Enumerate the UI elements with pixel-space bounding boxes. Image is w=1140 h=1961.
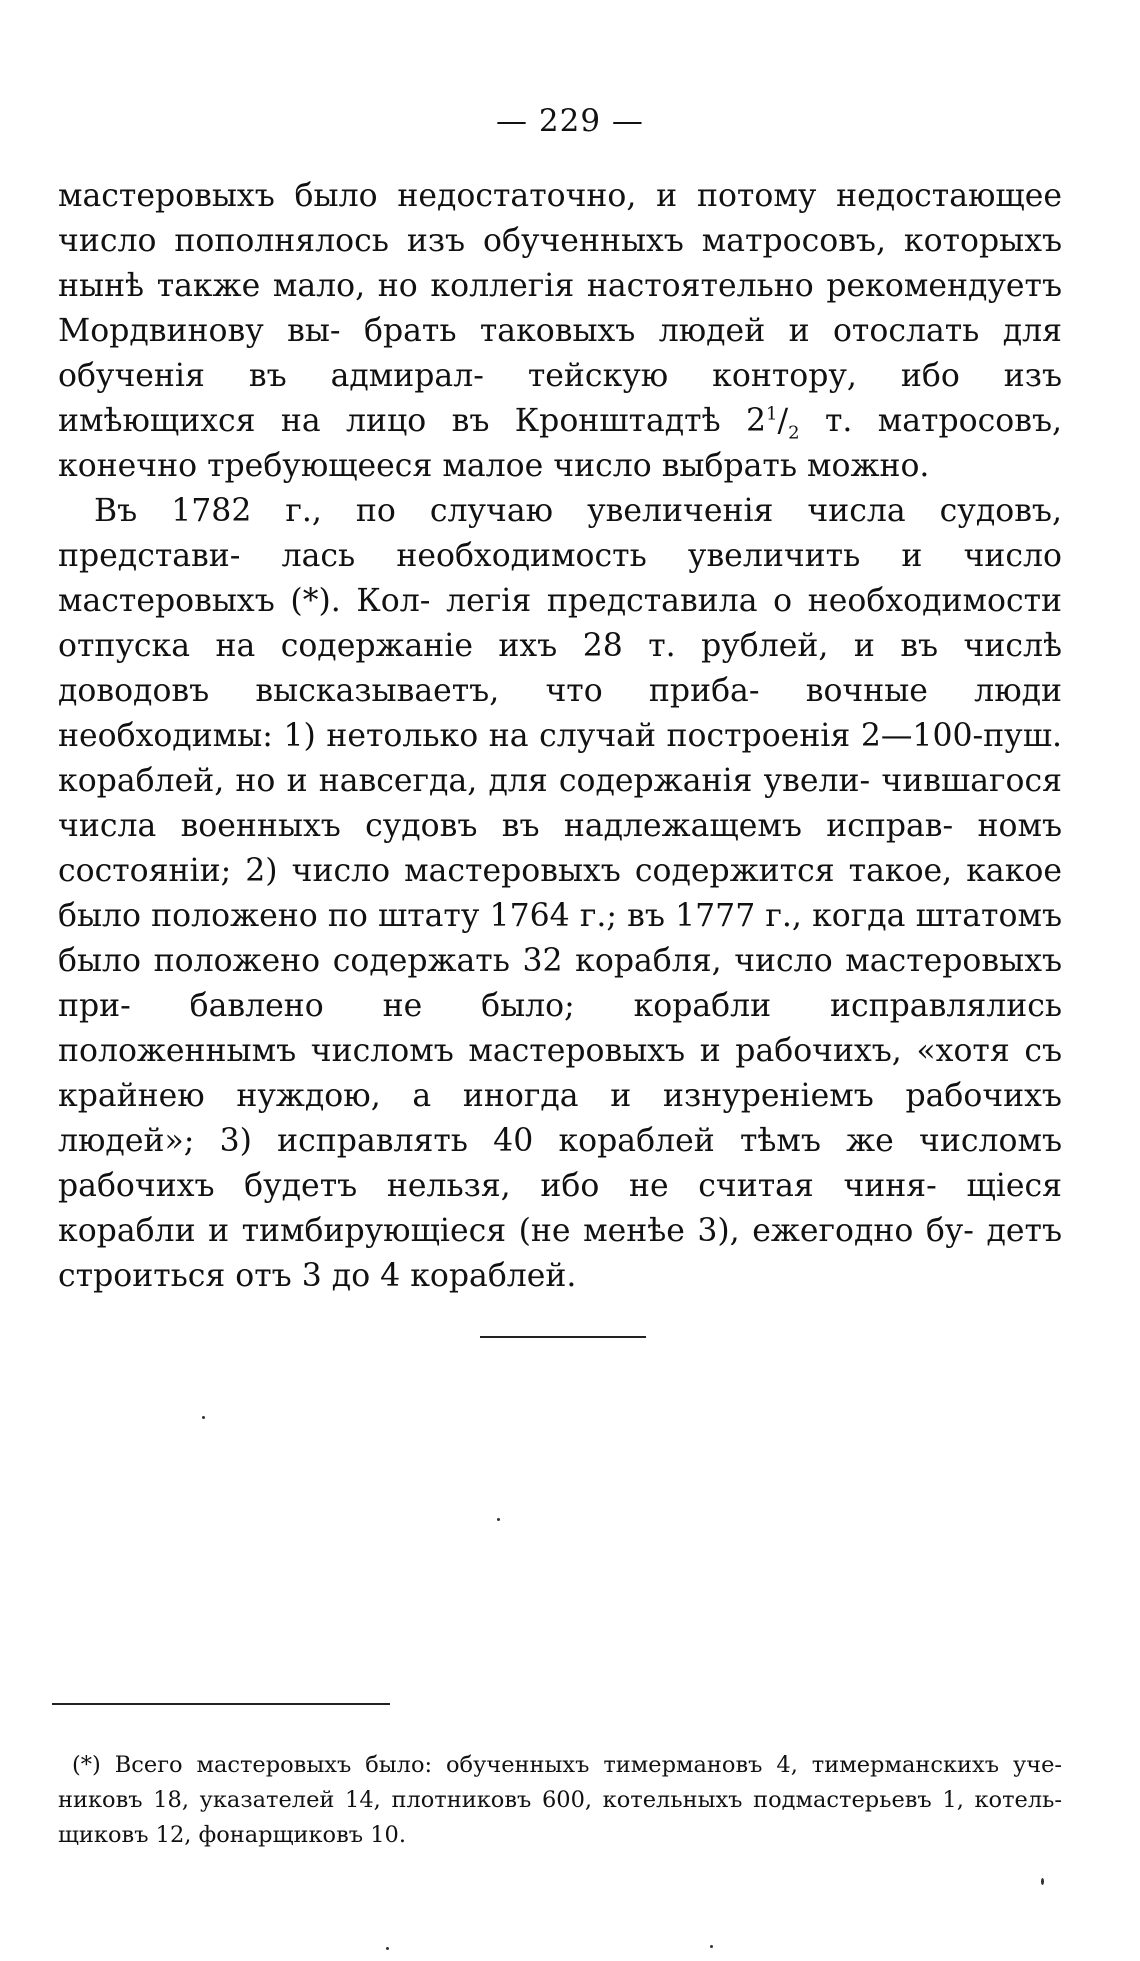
text-line: Въ 1782 г., по случаю увеличенія числа судовъ, представи- xyxy=(58,493,1062,574)
text-line: номъ состояніи; 2) число мастеровыхъ содержится такое, какое xyxy=(58,808,1062,889)
text-line: мастеровыхъ и рабочихъ, «хотя съ крайнею нуждою, а иногда xyxy=(58,1033,1062,1114)
print-speck xyxy=(1041,1878,1044,1885)
text-line: вочные люди необходимы: 1) нетолько на случай построенія xyxy=(58,673,1063,754)
text-line: было положено по штату 1764 г.; въ 1777 г., когда штатомъ xyxy=(58,898,1062,934)
text-line: бавлено не было; корабли исправлялись положеннымъ числомъ xyxy=(58,988,1062,1069)
footnote-line: (*) Всего мастеровыхъ было: обученныхъ тимермановъ 4, тимерманскихъ уче- xyxy=(72,1752,1062,1778)
fraction-whole: 2 xyxy=(745,403,767,439)
footnote-line: щиковъ 12, фонарщиковъ 10. xyxy=(58,1822,407,1848)
text-line: тейскую контору, ибо изъ имѣющихся на лицо въ Кронштадтѣ xyxy=(58,358,1063,439)
text-line: пополнялось изъ обученныхъ матросовъ, которыхъ нынѣ также xyxy=(58,223,1062,304)
text-line: лась необходимость увеличить и число мастеровыхъ (*). Кол- xyxy=(58,538,1063,619)
footnote-line: никовъ 18, указателей 14, плотниковъ 600, котельныхъ подмастерьевъ 1, котель- xyxy=(58,1787,1062,1813)
text-line: мало, но коллегія настоятельно рекомендуетъ Мордвинову вы- xyxy=(58,268,1062,349)
paragraph-2 xyxy=(58,489,1062,1299)
text-line: щіеся корабли и тимбирующіеся (не менѣе 3), ежегодно бу- xyxy=(58,1168,1062,1249)
text-line: детъ строиться отъ 3 до 4 кораблей. xyxy=(58,1213,1062,1294)
text-line: можно. xyxy=(807,448,930,484)
fraction-rest: т. матросовъ, конечно требующееся малое число выбрать xyxy=(58,403,1062,484)
text-line: 2—100-пуш. кораблей, но и навсегда, для содержанія увели- xyxy=(58,718,1062,799)
page-number: — 229 — xyxy=(496,103,644,139)
text-line: брать таковыхъ людей и отослать для обученія въ адмирал- xyxy=(58,313,1063,394)
print-speck xyxy=(386,1947,389,1950)
text-line: и изнуреніемъ рабочихъ людей»; 3) исправлять 40 кораблей xyxy=(58,1078,1062,1159)
footnote xyxy=(58,1748,1062,1853)
fraction-line: $2^1/_2$ т. матросовъ, конечно требующееся малое число выбрать xyxy=(58,403,1062,484)
text-line: 28 т. рублей, и въ числѣ доводовъ высказываетъ, что приба- xyxy=(58,628,1063,709)
print-speck xyxy=(202,1416,205,1419)
text-line: тѣмъ же числомъ рабочихъ будетъ нельзя, ибо не считая чиня- xyxy=(58,1123,1063,1204)
text-line: чившагося числа военныхъ судовъ въ надлежащемъ исправ- xyxy=(58,763,1062,844)
footnote-divider xyxy=(52,1703,390,1705)
print-speck xyxy=(710,1945,713,1948)
text-line: было положено содержать 32 корабля, число мастеровыхъ при- xyxy=(58,943,1062,1024)
print-speck xyxy=(497,1518,500,1521)
section-divider xyxy=(480,1336,646,1338)
fraction-numerator: 1 xyxy=(766,403,778,425)
paragraph-1 xyxy=(58,174,1062,489)
main-text xyxy=(58,174,1062,1299)
text-line: легія представила о необходимости отпуска на содержаніе ихъ xyxy=(58,583,1063,664)
text-line: мастеровыхъ было недостаточно, и потому недостающее число xyxy=(58,178,1062,259)
fraction-denominator: 2 xyxy=(788,422,800,444)
